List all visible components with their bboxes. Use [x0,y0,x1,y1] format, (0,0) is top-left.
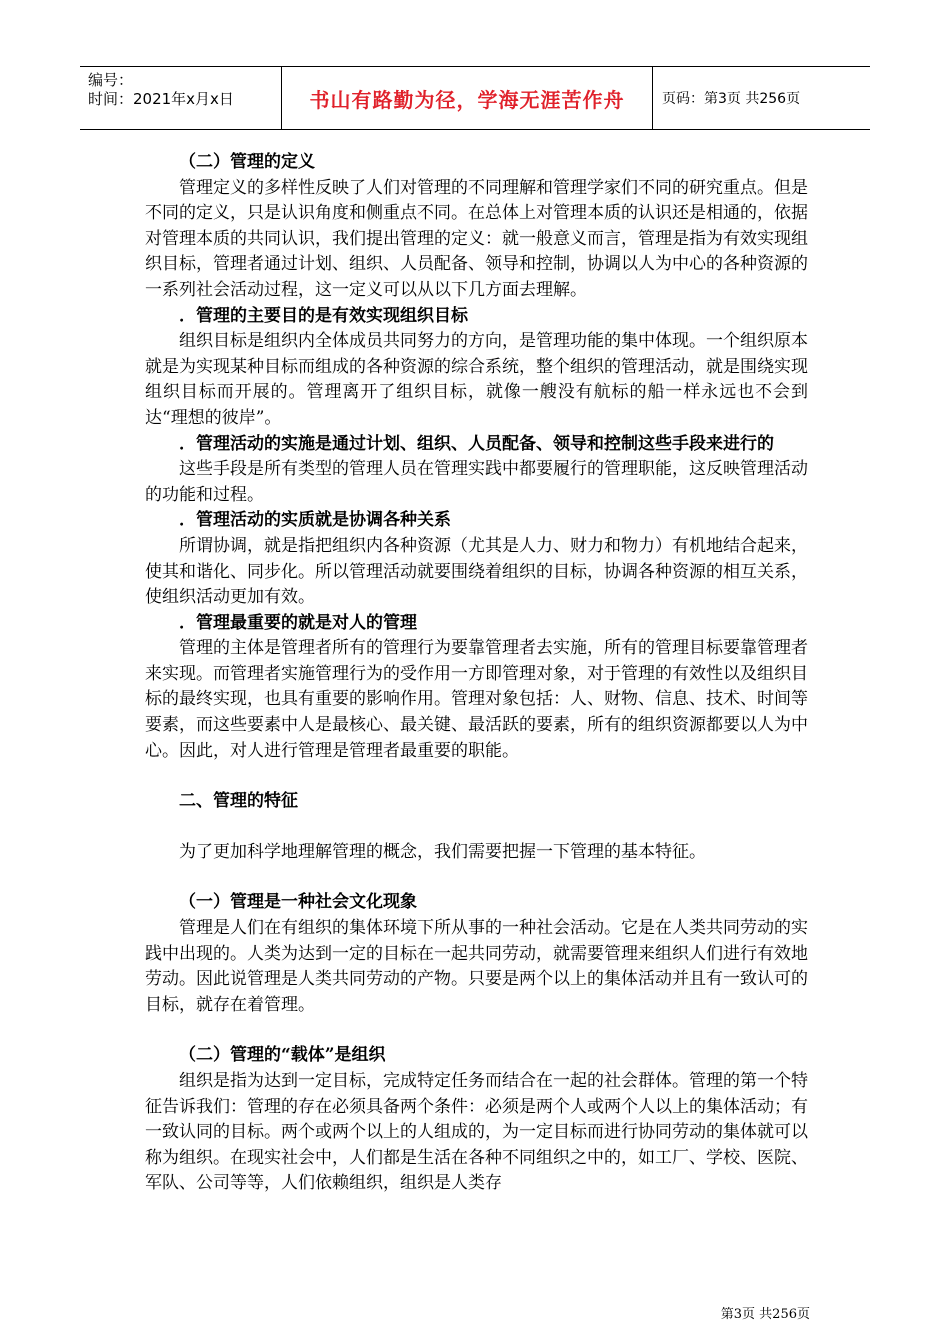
chapter-heading: 二、管理的特征 [179,791,298,812]
paragraph: 管理的主体是管理者所有的管理行为要靠管理者去实施，所有的管理目标要靠管理者来实现。而管理者实施管理行为的受作用一方即管理对象，对于管理的有效性以及组织目标的最终实现，也具有重要的影响作用。管理对象包括：人、财物、信息、技术、时间等要素，而这些要素中人是最核心、最关键、最活跃的要素，所有的组织资源都要以人为中心。因此，对人进行管理是管理者最重要的职能。 [145,638,808,761]
header-motto: 书山有路勤为径，学海无涯苦作舟 [281,67,653,129]
paragraph: 组织是指为达到一定目标，完成特定任务而结合在一起的社会群体。管理的第一个特征告诉我们：管理的存在必须具备两个条件：必须是两个人或两个人以上的集体活动；有一致认同的目标。两个或两个以上的人组成的，为一定目标而进行协同劳动的集体就可以称为组织。在现实社会中，人们都是生活在各种不同组织之中的，如工厂、学校、医院、军队、公司等等，人们依赖组织，组织是人类存 [145,1071,808,1194]
page-footer: 第3页 共256页 [720,1307,810,1322]
section-heading: （二）管理的定义 [179,152,315,172]
section-heading: ．管理活动的实施是通过计划、组织、人员配备、领导和控制这些手段来进行的 [179,433,774,454]
paragraph: 为了更加科学地理解管理的概念，我们需要把握一下管理的基本特征。 [179,841,706,862]
date-label: 时间：2021年x月x日 [88,90,234,108]
paragraph: 管理是人们在有组织的集体环境下所从事的一种社会活动。它是在人类共同劳动的实践中出现的。人类为达到一定的目标在一起共同劳动，就需要管理来组织人们进行有效地劳动。因此说管理是人类共同劳动的产物。只要是两个以上的集体活动并且有一致认可的目标，就存在着管理。 [145,918,808,1015]
paragraph: 组织目标是组织内全体成员共同努力的方向，是管理功能的集中体现。一个组织原本就是为实现某种目标而组成的各种资源的综合系统，整个组织的管理活动，就是围绕实现组织目标而开展的。管理离开了组织目标，就像一艘没有航标的船一样永远也不会到达“理想的彼岸”。 [145,331,808,428]
header-meta [88,71,278,109]
header-page-info: 页码：第3页 共256页 [662,91,801,107]
section-heading: （二）管理的“载体”是组织 [179,1045,386,1066]
section-heading: ．管理最重要的就是对人的管理 [179,612,417,633]
page-header [80,66,870,130]
paragraph: 这些手段是所有类型的管理人员在管理实践中都要履行的管理职能，这反映管理活动的功能和过程。 [145,459,808,505]
section-heading: ．管理的主要目的是有效实现组织目标 [179,305,468,326]
doc-number-label: 编号： [88,71,134,89]
paragraph: 管理定义的多样性反映了人们对管理的不同理解和管理学家们不同的研究重点。但是不同的定义，只是认识角度和侧重点不同。在总体上对管理本质的认识还是相通的，依据对管理本质的共同认识，我们提出管理的定义：就一般意义而言，管理是指为有效实现组织目标，管理者通过计划、组织、人员配备、领导和控制，协调以人为中心的各种资源的一系列社会活动过程，这一定义可以从以下几方面去理解。 [145,177,808,300]
paragraph: 所谓协调，就是指把组织内各种资源（尤其是人力、财力和物力）有机地结合起来，使其和谐化、同步化。所以管理活动就要围绕着组织的目标，协调各种资源的相互关系，使组织活动更加有效。 [145,535,808,608]
section-heading: ．管理活动的实质就是协调各种关系 [179,510,451,531]
section-heading: （一）管理是一种社会文化现象 [179,892,417,913]
document-body [145,150,808,1197]
